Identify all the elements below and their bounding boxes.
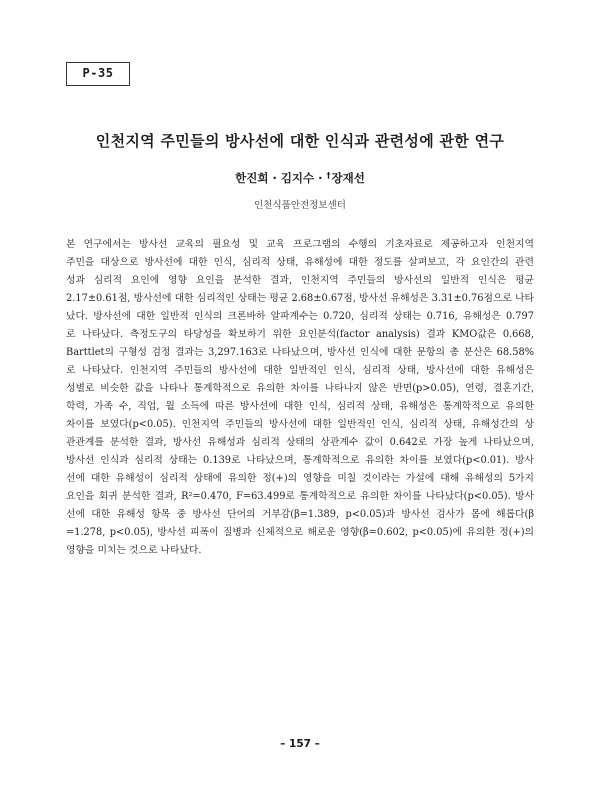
paper-title: 인천지역 주민들의 방사선에 대한 인식과 관련성에 관한 연구 bbox=[95, 132, 505, 150]
authors-before: 한진희 · 김지수 · bbox=[235, 171, 327, 185]
abstract-line: 로 나타났다. 인천지역 주민들의 방사선에 대한 일반적인 인식, 심리적 상태, 방사선에 대한 유해성은 bbox=[66, 365, 534, 376]
poster-id-box: P-35 bbox=[66, 62, 130, 86]
page-number: – 157 – bbox=[280, 738, 320, 750]
abstract-line: Barttlet의 구형성 검정 결과는 3,297.163로 나타났으며, 방사선 인식에 대한 문항의 총 분산은 68.58% bbox=[66, 347, 534, 358]
abstract-line: 차이를 보였다(p<0.05). 인천지역 주민들의 방사선에 대한 일반적인 인식, 심리적 상태, 유해성간의 상 bbox=[66, 419, 534, 430]
abstract-body bbox=[66, 236, 534, 560]
abstract-line: 영향을 미치는 것으로 나타났다. bbox=[66, 545, 202, 556]
abstract-line: =1.278, p<0.05), 방사선 피폭이 질병과 신체적으로 해로운 영향(β=0.602, p<0.05)에 유의한 정(+)의 bbox=[66, 527, 534, 538]
abstract-line: 2.17±0.61점, 방사선에 대한 심리적인 상태는 평균 2.68±0.67점, 방사선 유해성은 3.31±0.76점으로 나타 bbox=[66, 293, 534, 304]
abstract-line: 났다. 방사선에 대한 일반적 인식의 크론바하 알파계수는 0.720, 심리적 상태는 0.716, 유해성은 0.797 bbox=[66, 311, 534, 322]
abstract-line: 성과 심리적 요인에 영향 요인을 분석한 결과, 인천지역 주민들의 방사선의 일반적 인식은 평균 bbox=[66, 275, 534, 286]
abstract-line: 본 연구에서는 방사선 교육의 필요성 및 교육 프로그램의 수행의 기초자료로 제공하고자 인천지역 bbox=[66, 239, 534, 250]
corresponding-author-name: 장재선 bbox=[331, 171, 365, 185]
corresponding-author-mark: † bbox=[326, 171, 331, 180]
abstract-line: 로 나타났다. 측정도구의 타당성을 확보하기 위한 요인분석(factor analysis) 결과 KMO값은 0.668, bbox=[66, 329, 534, 340]
abstract-line: 방사선 인식과 심리적 상태는 0.139로 나타났으며, 통계학적으로 유의한 차이를 보였다(p<0.01). 방사 bbox=[66, 455, 534, 466]
abstract-line: 관관계를 분석한 결과, 방사선 유해성과 심리적 상태의 상관계수 값이 0.642로 가장 높게 나타났으며, bbox=[66, 437, 534, 448]
abstract-line: 주민을 대상으로 방사선에 대한 인식, 심리적 상태, 유해성에 대한 정도를 살펴보고, 각 요인간의 관련 bbox=[66, 257, 534, 268]
abstract-line: 요인을 회귀 분석한 결과, R²=0.470, F=63.499로 통계학적으로 유의한 차이를 나타났다(p<0.05). 방사 bbox=[66, 491, 534, 502]
abstract-line: 선에 대한 유해성 항목 중 방사선 단어의 거부감(β=1.389, p<0.05)과 방사선 검사가 몸에 해롭다(β bbox=[66, 509, 535, 520]
abstract-line: 성별로 비슷한 값을 나타나 통계학적으로 유의한 차이를 나타나지 않은 반면(p>0.05), 연령, 결혼기간, bbox=[66, 383, 534, 394]
abstract-line: 선에 대한 유해성이 심리적 상태에 유의한 정(+)의 영향을 미칠 것이라는 가설에 대해 유해성의 5가지 bbox=[66, 473, 534, 484]
author-affiliation: 인천식품안전정보센터 bbox=[254, 200, 346, 211]
author-list bbox=[0, 170, 600, 186]
abstract-line: 학력, 가족 수, 직업, 월 소득에 따른 방사선에 대한 인식, 심리적 상태, 유해성은 통계학적으로 유의한 bbox=[66, 401, 534, 412]
